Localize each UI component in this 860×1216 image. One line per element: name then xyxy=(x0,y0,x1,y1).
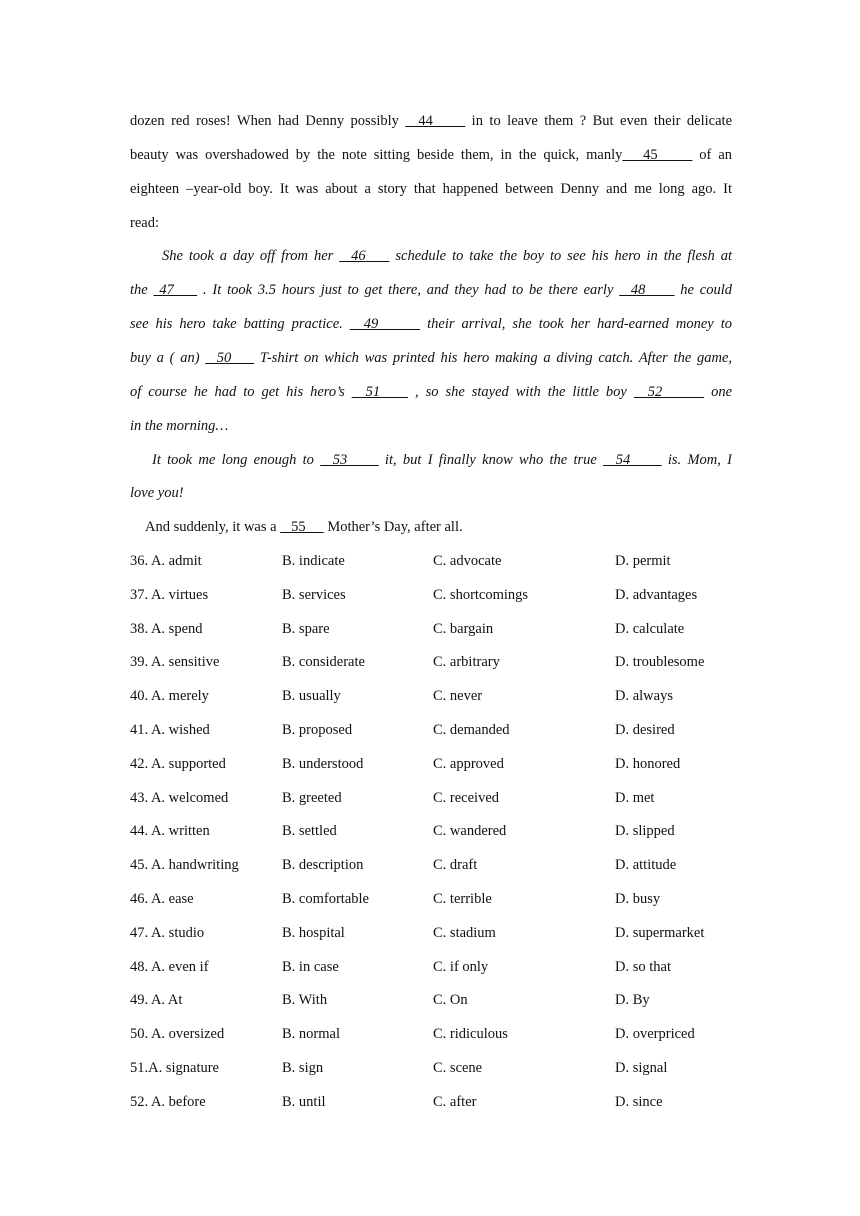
option-c: C. received xyxy=(433,790,500,806)
option-c: C. On xyxy=(433,992,468,1008)
option-b: B. proposed xyxy=(282,722,353,738)
passage-text: , so she stayed with the little boy xyxy=(408,384,634,400)
option-b: B. settled xyxy=(282,823,337,839)
option-c: C. arbitrary xyxy=(433,654,500,670)
option-d: D. slipped xyxy=(615,823,675,839)
option-b: B. greeted xyxy=(282,790,342,806)
passage-text: beauty was overshadowed by the note sitting beside them, in the quick, manly xyxy=(130,147,623,163)
option-a: 41. A. wished xyxy=(130,722,210,738)
option-c: C. stadium xyxy=(433,925,496,941)
passage-text: Mother’s Day, after all. xyxy=(323,519,463,535)
option-b: B. until xyxy=(282,1094,326,1110)
option-c: C. terrible xyxy=(433,891,492,907)
option-b: B. in case xyxy=(282,959,339,975)
option-a: 44. A. written xyxy=(130,823,210,839)
passage-text: of course he had to get his hero’s xyxy=(130,384,352,400)
passage-line-2 xyxy=(130,144,732,166)
option-d: D. permit xyxy=(615,553,671,569)
passage-line-9 xyxy=(130,381,732,403)
passage-text: T-shirt on which was printed his hero making a diving catch. After the game, xyxy=(254,350,733,366)
option-b: B. sign xyxy=(282,1060,324,1076)
option-c: C. draft xyxy=(433,857,478,873)
passage-text: She took a day off from her xyxy=(162,248,340,264)
blank-52: 52 xyxy=(633,384,705,400)
option-c: C. never xyxy=(433,688,483,704)
option-c: C. ridiculous xyxy=(433,1026,508,1042)
option-a: 47. A. studio xyxy=(130,925,205,941)
option-c: C. after xyxy=(433,1094,477,1110)
option-d: D. advantages xyxy=(615,587,698,603)
passage-line-1 xyxy=(130,110,732,132)
option-d: D. so that xyxy=(615,959,671,975)
blank-51: 51 xyxy=(351,384,409,400)
option-d: D. signal xyxy=(615,1060,668,1076)
blank-47: 47 xyxy=(153,282,198,298)
option-b: B. considerate xyxy=(282,654,365,670)
option-d: D. busy xyxy=(615,891,661,907)
passage-text: It took me long enough to xyxy=(152,452,321,468)
option-row xyxy=(130,820,732,842)
passage-text: in to leave them ? But even their delicate xyxy=(465,113,733,129)
option-c: C. wandered xyxy=(433,823,507,839)
option-row xyxy=(130,787,732,809)
passage-line-5 xyxy=(162,245,732,267)
passage-line-10 xyxy=(130,415,732,437)
option-row xyxy=(130,584,732,606)
option-row xyxy=(130,550,732,572)
option-b: B. indicate xyxy=(282,553,345,569)
option-a: 42. A. supported xyxy=(130,756,226,772)
option-c: C. shortcomings xyxy=(433,587,529,603)
option-row xyxy=(130,1023,732,1045)
blank-44: 44 xyxy=(405,113,466,129)
option-a: 49. A. At xyxy=(130,992,183,1008)
passage-text: their arrival, she took her hard-earned money to xyxy=(420,316,732,332)
option-row xyxy=(130,854,732,876)
passage-text: it, but I finally know who the true xyxy=(378,452,604,468)
blank-48: 48 xyxy=(619,282,675,298)
blank-46: 46 xyxy=(339,248,390,264)
passage-text: is. Mom, I xyxy=(661,452,732,468)
option-b: B. normal xyxy=(282,1026,340,1042)
option-c: C. bargain xyxy=(433,621,494,637)
passage-text: schedule to take the boy to see his hero in the flesh at xyxy=(389,248,733,264)
option-row xyxy=(130,956,732,978)
option-row xyxy=(130,1057,732,1079)
option-a: 40. A. merely xyxy=(130,688,209,704)
option-d: D. overpriced xyxy=(615,1026,695,1042)
blank-53: 53 xyxy=(320,452,379,468)
passage-line-7 xyxy=(130,313,732,335)
option-b: B. With xyxy=(282,992,328,1008)
option-b: B. comfortable xyxy=(282,891,369,907)
passage-text: And suddenly, it was a xyxy=(145,519,281,535)
option-a: 46. A. ease xyxy=(130,891,194,907)
blank-54: 54 xyxy=(603,452,662,468)
option-d: D. By xyxy=(615,992,650,1008)
option-b: B. hospital xyxy=(282,925,345,941)
option-d: D. since xyxy=(615,1094,663,1110)
passage-line-4 xyxy=(130,212,732,234)
passage-line-6 xyxy=(130,279,732,301)
option-d: D. calculate xyxy=(615,621,685,637)
passage-text: . It took 3.5 hours just to get there, and they had to be there early xyxy=(197,282,620,298)
option-row xyxy=(130,685,732,707)
passage-text: buy a ( an) xyxy=(130,350,206,366)
option-b: B. spare xyxy=(282,621,330,637)
option-row xyxy=(130,618,732,640)
passage-line-11 xyxy=(152,449,732,471)
passage-line-13 xyxy=(145,516,732,538)
blank-50: 50 xyxy=(205,350,255,366)
option-d: D. attitude xyxy=(615,857,677,873)
option-a: 39. A. sensitive xyxy=(130,654,220,670)
passage-text: dozen red roses! When had Denny possibly xyxy=(130,113,406,129)
blank-55: 55 xyxy=(280,519,324,535)
option-d: D. troublesome xyxy=(615,654,705,670)
passage-text: see his hero take batting practice. xyxy=(130,316,350,332)
option-a: 36. A. admit xyxy=(130,553,202,569)
option-d: D. honored xyxy=(615,756,681,772)
option-a: 38. A. spend xyxy=(130,621,203,637)
option-d: D. met xyxy=(615,790,655,806)
passage-text: in the morning… xyxy=(130,418,229,434)
option-c: C. if only xyxy=(433,959,489,975)
option-a: 51.A. signature xyxy=(130,1060,219,1076)
option-d: D. supermarket xyxy=(615,925,705,941)
option-row xyxy=(130,1091,732,1113)
passage-text: of an xyxy=(692,147,733,163)
passage-text: the xyxy=(130,282,154,298)
option-row xyxy=(130,922,732,944)
option-a: 43. A. welcomed xyxy=(130,790,229,806)
option-a: 48. A. even if xyxy=(130,959,209,975)
option-c: C. demanded xyxy=(433,722,510,738)
passage-text: love you! xyxy=(130,485,184,501)
option-b: B. usually xyxy=(282,688,341,704)
passage-text: one xyxy=(704,384,733,400)
blank-49: 49 xyxy=(349,316,421,332)
option-c: C. advocate xyxy=(433,553,502,569)
passage-line-8 xyxy=(130,347,732,369)
option-d: D. always xyxy=(615,688,673,704)
option-row xyxy=(130,753,732,775)
option-c: C. scene xyxy=(433,1060,483,1076)
passage-line-12 xyxy=(130,482,732,504)
option-row xyxy=(130,989,732,1011)
passage-text: eighteen –year-old boy. It was about a story that happened between Denny and me long ago. It xyxy=(130,181,732,197)
option-b: B. understood xyxy=(282,756,364,772)
option-c: C. approved xyxy=(433,756,504,772)
option-b: B. description xyxy=(282,857,364,873)
blank-45: 45 xyxy=(622,147,693,163)
option-b: B. services xyxy=(282,587,346,603)
option-d: D. desired xyxy=(615,722,675,738)
option-row xyxy=(130,651,732,673)
option-a: 52. A. before xyxy=(130,1094,206,1110)
option-row xyxy=(130,888,732,910)
passage-text: he could xyxy=(674,282,733,298)
option-a: 45. A. handwriting xyxy=(130,857,239,873)
passage-text: read: xyxy=(130,215,159,231)
option-a: 50. A. oversized xyxy=(130,1026,225,1042)
option-row xyxy=(130,719,732,741)
passage-line-3 xyxy=(130,178,732,200)
option-a: 37. A. virtues xyxy=(130,587,209,603)
